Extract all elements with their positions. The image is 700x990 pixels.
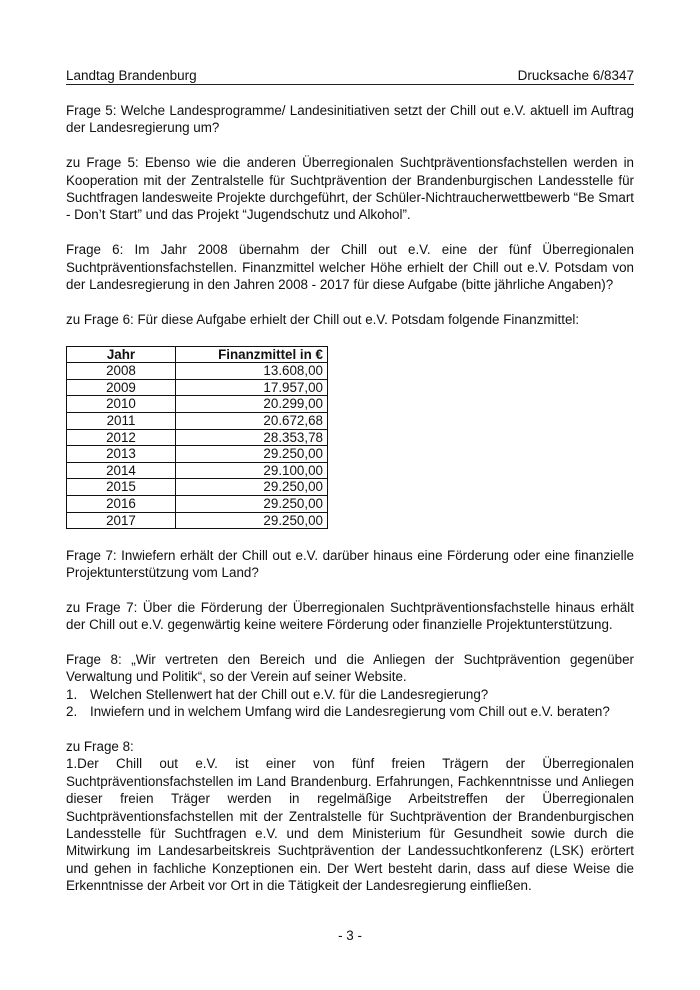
- year-cell: 2013: [67, 446, 176, 463]
- table-row: [67, 363, 328, 380]
- table-row: [67, 495, 328, 512]
- header-left: Landtag Brandenburg: [66, 68, 197, 83]
- funds-cell: 20.299,00: [176, 396, 328, 413]
- question-8-intro: Frage 8: „Wir vertreten den Bereich und die Anliegen der Suchtprävention gegenüber Verwaltung und Politik“, so der Verein auf seiner Website.: [66, 651, 634, 685]
- year-cell: 2010: [67, 396, 176, 413]
- question-5: Frage 5: Welche Landesprogramme/ Landesinitiativen setzt der Chill out e.V. aktuell im Auftrag der Landesregierung um?: [66, 103, 634, 136]
- funds-cell: 29.250,00: [176, 446, 328, 463]
- list-number: 2.: [66, 704, 78, 720]
- table-row: [67, 413, 328, 430]
- list-text: Inwiefern und in welchem Umfang wird die Landesregierung vom Chill out e.V. beraten?: [90, 704, 610, 720]
- column-header-year: Jahr: [67, 346, 176, 363]
- question-8-list: [66, 686, 634, 721]
- table-row: [67, 379, 328, 396]
- answer-8: 1.Der Chill out e.V. ist einer von fünf freien Trägern der Überregionalen Suchtpräventionsfachstellen im Land Brandenburg. Erfahrungen, Fachkenntnisse und Anliegen dieser freien Träger werden in regelmäßige Arbeitstreffen der Überregionalen Suchtpräventionsfachstellen mit der Zentralstelle für Suchtprävention der Brandenburgischen Landesstelle für Suchtfragen e.V. und dem Ministerium für Gesundheit sowie durch die Mitwirkung im Landesarbeitskreis Suchtprävention der Landessuchtkonferenz (LSK) erörtert und gehen in fachliche Konzeptionen ein. Der Wert besteht darin, dass auf diese Weise die Erkenntnisse der Arbeit vor Ort in die Tätigkeit der Landesregierung einfließen.: [66, 756, 634, 894]
- answer-7: zu Frage 7: Über die Förderung der Überregionalen Suchtpräventionsfachstelle hinaus erhält der Chill out e.V. gegenwärtig keine weitere Förderung oder finanzielle Projektunterstützung.: [66, 599, 634, 633]
- year-cell: 2015: [67, 479, 176, 496]
- table-row: [67, 479, 328, 496]
- table-row: [67, 429, 328, 446]
- table-row: [67, 512, 328, 529]
- funds-cell: 29.100,00: [176, 462, 328, 479]
- year-cell: 2014: [67, 462, 176, 479]
- funding-table: [66, 346, 328, 530]
- funds-cell: 29.250,00: [176, 479, 328, 496]
- year-cell: 2017: [67, 512, 176, 529]
- year-cell: 2008: [67, 363, 176, 380]
- table-header-row: [67, 346, 328, 363]
- list-number: 1.: [66, 686, 78, 702]
- funds-cell: 28.353,78: [176, 429, 328, 446]
- header-right: Drucksache 6/8347: [517, 68, 634, 83]
- funds-cell: 17.957,00: [176, 379, 328, 396]
- list-item: [66, 703, 634, 720]
- question-6: Frage 6: Im Jahr 2008 übernahm der Chill out e.V. eine der fünf Überregionalen Suchtpräventionsfachstellen. Finanzmittel welcher Höhe erhielt der Chill out e.V. Potsdam von der Landesregierung in den Jahren 2008 - 2017 für diese Aufgabe (bitte jährliche Angaben)?: [66, 242, 634, 293]
- table-row: [67, 396, 328, 413]
- funds-cell: 13.608,00: [176, 363, 328, 380]
- list-item: [66, 686, 634, 703]
- funds-cell: 20.672,68: [176, 413, 328, 430]
- document-body: [66, 102, 634, 912]
- column-header-funds: Finanzmittel in €: [176, 346, 328, 363]
- table-row: [67, 462, 328, 479]
- year-cell: 2009: [67, 379, 176, 396]
- year-cell: 2011: [67, 413, 176, 430]
- funds-cell: 29.250,00: [176, 512, 328, 529]
- answer-5: zu Frage 5: Ebenso wie die anderen Überregionalen Suchtpräventionsfachstellen werden in Kooperation mit der Zentralstelle für Suchtprävention der Brandenburgischen Landesstelle für Suchtfragen landesweite Projekte durchgeführt, der Schüler-Nichtraucherwettbewerb “Be Smart - Don’t Start” und das Projekt “Jugendschutz und Alkohol”.: [66, 155, 634, 223]
- year-cell: 2012: [67, 429, 176, 446]
- page-header: [66, 68, 634, 85]
- answer-6: zu Frage 6: Für diese Aufgabe erhielt der Chill out e.V. Potsdam folgende Finanzmittel:: [66, 311, 580, 327]
- answer-8-label: zu Frage 8:: [66, 738, 134, 754]
- year-cell: 2016: [67, 495, 176, 512]
- page-number: - 3 -: [338, 928, 362, 943]
- list-text: Welchen Stellenwert hat der Chill out e.V. für die Landesregierung?: [90, 686, 489, 702]
- funds-cell: 29.250,00: [176, 495, 328, 512]
- question-7: Frage 7: Inwiefern erhält der Chill out e.V. darüber hinaus eine Förderung oder eine finanzielle Projektunterstützung vom Land?: [66, 547, 634, 580]
- table-row: [67, 446, 328, 463]
